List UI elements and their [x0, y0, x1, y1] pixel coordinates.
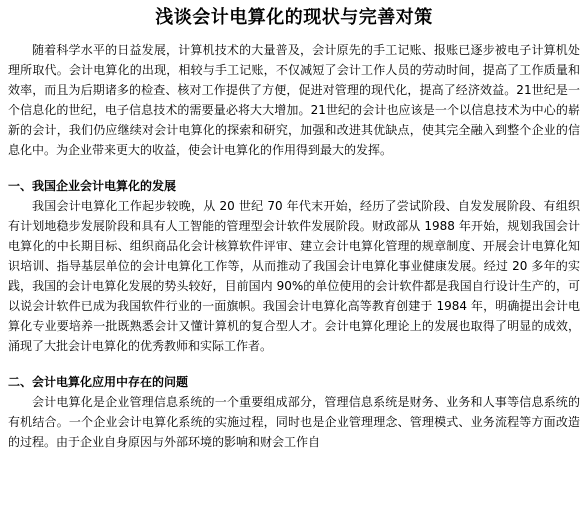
- section-1-heading: 一、我国企业会计电算化的发展: [8, 179, 177, 193]
- document-title: 浅谈会计电算化的现状与完善对策: [155, 7, 433, 28]
- spacer: [8, 356, 580, 372]
- document-page: [8, 6, 580, 452]
- spacer: [8, 160, 580, 176]
- section-2-heading: 二、会计电算化应用中存在的问题: [8, 375, 189, 389]
- section-2-paragraph: 会计电算化是企业管理信息系统的一个重要组成部分，管理信息系统是财务、业务和人事等信息系统的有机结合。一个企业会计电算化系统的实施过程，同时也是企业管理理念、管理模式、业务流程等方面改造的过程。由于企业自身原因与外部环境的影响和财会工作自: [8, 395, 580, 449]
- intro-paragraph: 随着科学水平的日益发展，计算机技术的大量普及，会计原先的手工记账、报账已逐步被电子计算机处理所取代。会计电算化的出现，相较与手工记账，不仅减短了会计工作人员的劳动时间，提高了工作质量和效率，而且为后期诸多的检查、核对工作提供了方便，促进对管理的现代化，提高了经济效益。21世纪是一个信息化的世纪，电子信息技术的需要量必将大大增加。21世纪的会计也应该是一个以信息技术为中心的崭新的会计，我们仍应继续对会计电算化的探索和研究，加强和改进其优缺点，使其完全融入到整个企业的信息化中。为企业带来更大的收益，使会计电算化的作用得到最大的发挥。: [8, 43, 580, 157]
- section-1-paragraph: 我国会计电算化工作起步较晚，从 20 世纪 70 年代末开始，经历了尝试阶段、自发发展阶段、有组织有计划地稳步发展阶段和具有人工智能的管理型会计软件发展阶段。财政部从 1988 年开始，规划我国会计电算化的中长期目标、组织商品化会计核算软件评审、建立会计电算化管理的规章制度、开展会计电算化知识培训、指导基层单位的会计电算化工作等，从而推动了我国会计电算化事业健康发展。经过 20 多年的实践，我国的会计电算化发展的势头较好，目前国内 90%的单位使用的会计软件都是我国自行设计生产的，可以说会计软件已成为我国软件行业的一面旗帜。我国会计电算化高等教育创建于 1984 年，明确提出会计电算化专业要培养一批既熟悉会计又懂计算机的复合型人才。会计电算化理论上的发展也取得了明显的成效，涌现了大批会计电算化的优秀教师和实际工作者。: [8, 199, 580, 353]
